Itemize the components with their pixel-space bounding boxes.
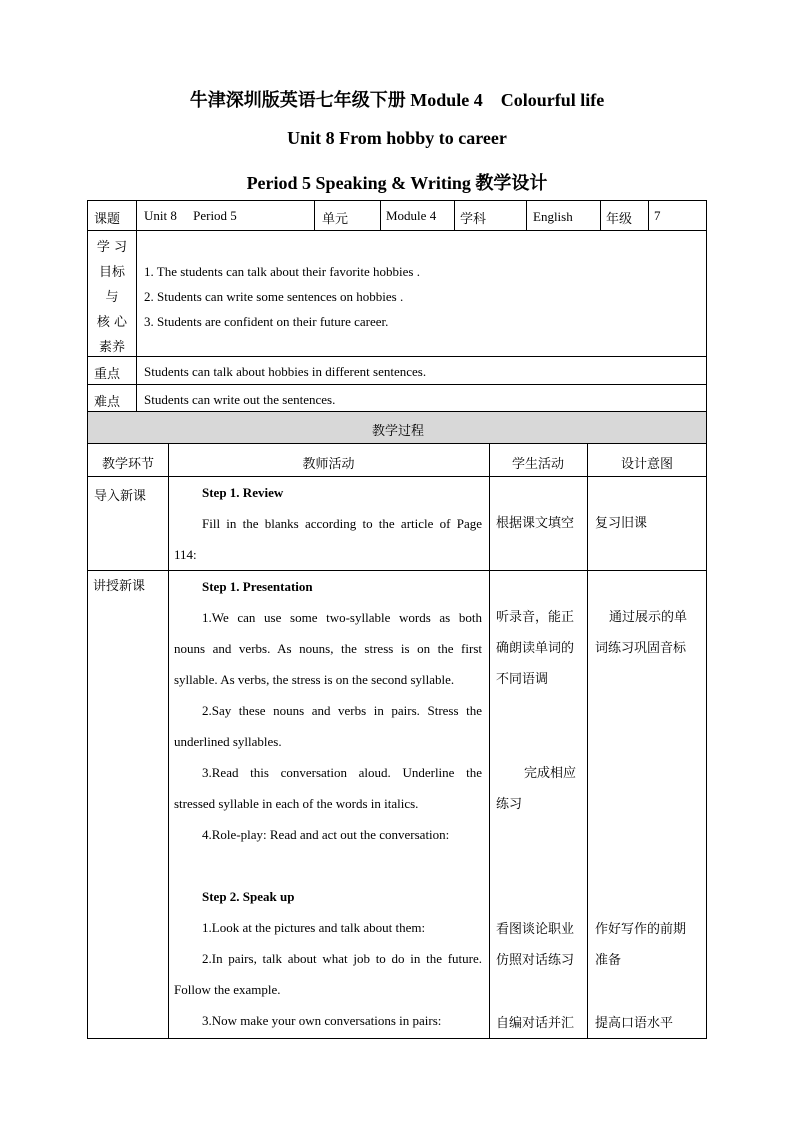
section2-intent-speaking: 提高口语水平 bbox=[595, 1016, 674, 1031]
stage-intro: 导入新课 bbox=[94, 489, 147, 504]
key-point-label: 重点 bbox=[94, 367, 121, 382]
stage-teaching: 讲授新课 bbox=[93, 579, 146, 594]
goal-item: 2. Students can write some sentences on hobbies . bbox=[144, 289, 404, 304]
subject-label: 学科 bbox=[460, 212, 487, 227]
header-stage: 教学环节 bbox=[101, 457, 154, 472]
section2-student-pictures: 看图谈论职业 仿照对话练习 bbox=[496, 922, 575, 968]
info-table bbox=[87, 200, 707, 412]
header-teacher: 教师活动 bbox=[302, 457, 355, 472]
section2-student-listen: 听录音，能正 确朗读单词的 不同语调 bbox=[496, 610, 575, 687]
process-banner: 教学过程 bbox=[87, 411, 707, 444]
goals-list bbox=[144, 259, 420, 334]
section2-intent-phonetics: 通过展示的单 词练习巩固音标 bbox=[595, 610, 688, 656]
unit-title: Unit 8 From hobby to career bbox=[287, 128, 507, 148]
goal-item: 1. The students can talk about their favorite hobbies . bbox=[144, 264, 420, 279]
topic-label: 课题 bbox=[94, 212, 121, 227]
section1-student: 根据课文填空 bbox=[496, 516, 575, 531]
goals-label: 学 习 目标 与 核 心 素养 bbox=[96, 240, 128, 355]
section1-teacher: Step 1. Review Fill in the blanks according to the article of Page 114: bbox=[174, 477, 482, 570]
step-title: Step 2. Speak up bbox=[202, 889, 295, 904]
subject-value: English bbox=[533, 209, 573, 224]
document-title: 牛津深圳版英语七年级下册 Module 4 Colourful life bbox=[189, 90, 605, 110]
header-student: 学生活动 bbox=[511, 457, 564, 472]
section2-student-conversation: 自编对话并汇 bbox=[496, 1016, 575, 1031]
section1-intent: 复习旧课 bbox=[595, 516, 648, 531]
difficulty-label: 难点 bbox=[94, 395, 121, 410]
difficulty-text: Students can write out the sentences. bbox=[144, 392, 336, 407]
key-point-text: Students can talk about hobbies in different sentences. bbox=[144, 364, 427, 379]
goal-item: 3. Students are confident on their future career. bbox=[144, 314, 389, 329]
step-title: Step 1. Presentation bbox=[202, 579, 313, 594]
topic-value: Unit 8 Period 5 bbox=[144, 208, 237, 223]
grade-label: 年级 bbox=[606, 212, 633, 227]
unit-label: 单元 bbox=[322, 212, 349, 227]
unit-value: Module 4 bbox=[386, 208, 437, 223]
section2-student-exercise: 完成相应 练习 bbox=[496, 766, 577, 812]
section2-intent-writing: 作好写作的前期 准备 bbox=[595, 922, 687, 968]
section2-teacher: Step 1. Presentation 1.We can use some two-syllable words as both nouns and verbs. As nouns, the stress is on the first syllable. As verbs, the stress is on the second syllable. 2.Say these nouns and verbs in pairs. Stress the underlined syllables. 3.Read this conversation aloud. Underline the stressed syllable in each of the words in italics. 4.Role-play: Read and act out the conversation: Step 2. Speak up 1.Look at the pictures and talk about them: 2.In pairs, talk about what job to do in the future. Follow the example. 3.Now make your own conversations in pairs: bbox=[174, 571, 482, 1036]
grade-value: 7 bbox=[654, 208, 661, 223]
step-title: Step 1. Review bbox=[202, 485, 284, 500]
header-intent: 设计意图 bbox=[620, 457, 673, 472]
period-title: Period 5 Speaking & Writing 教学设计 bbox=[246, 173, 548, 193]
